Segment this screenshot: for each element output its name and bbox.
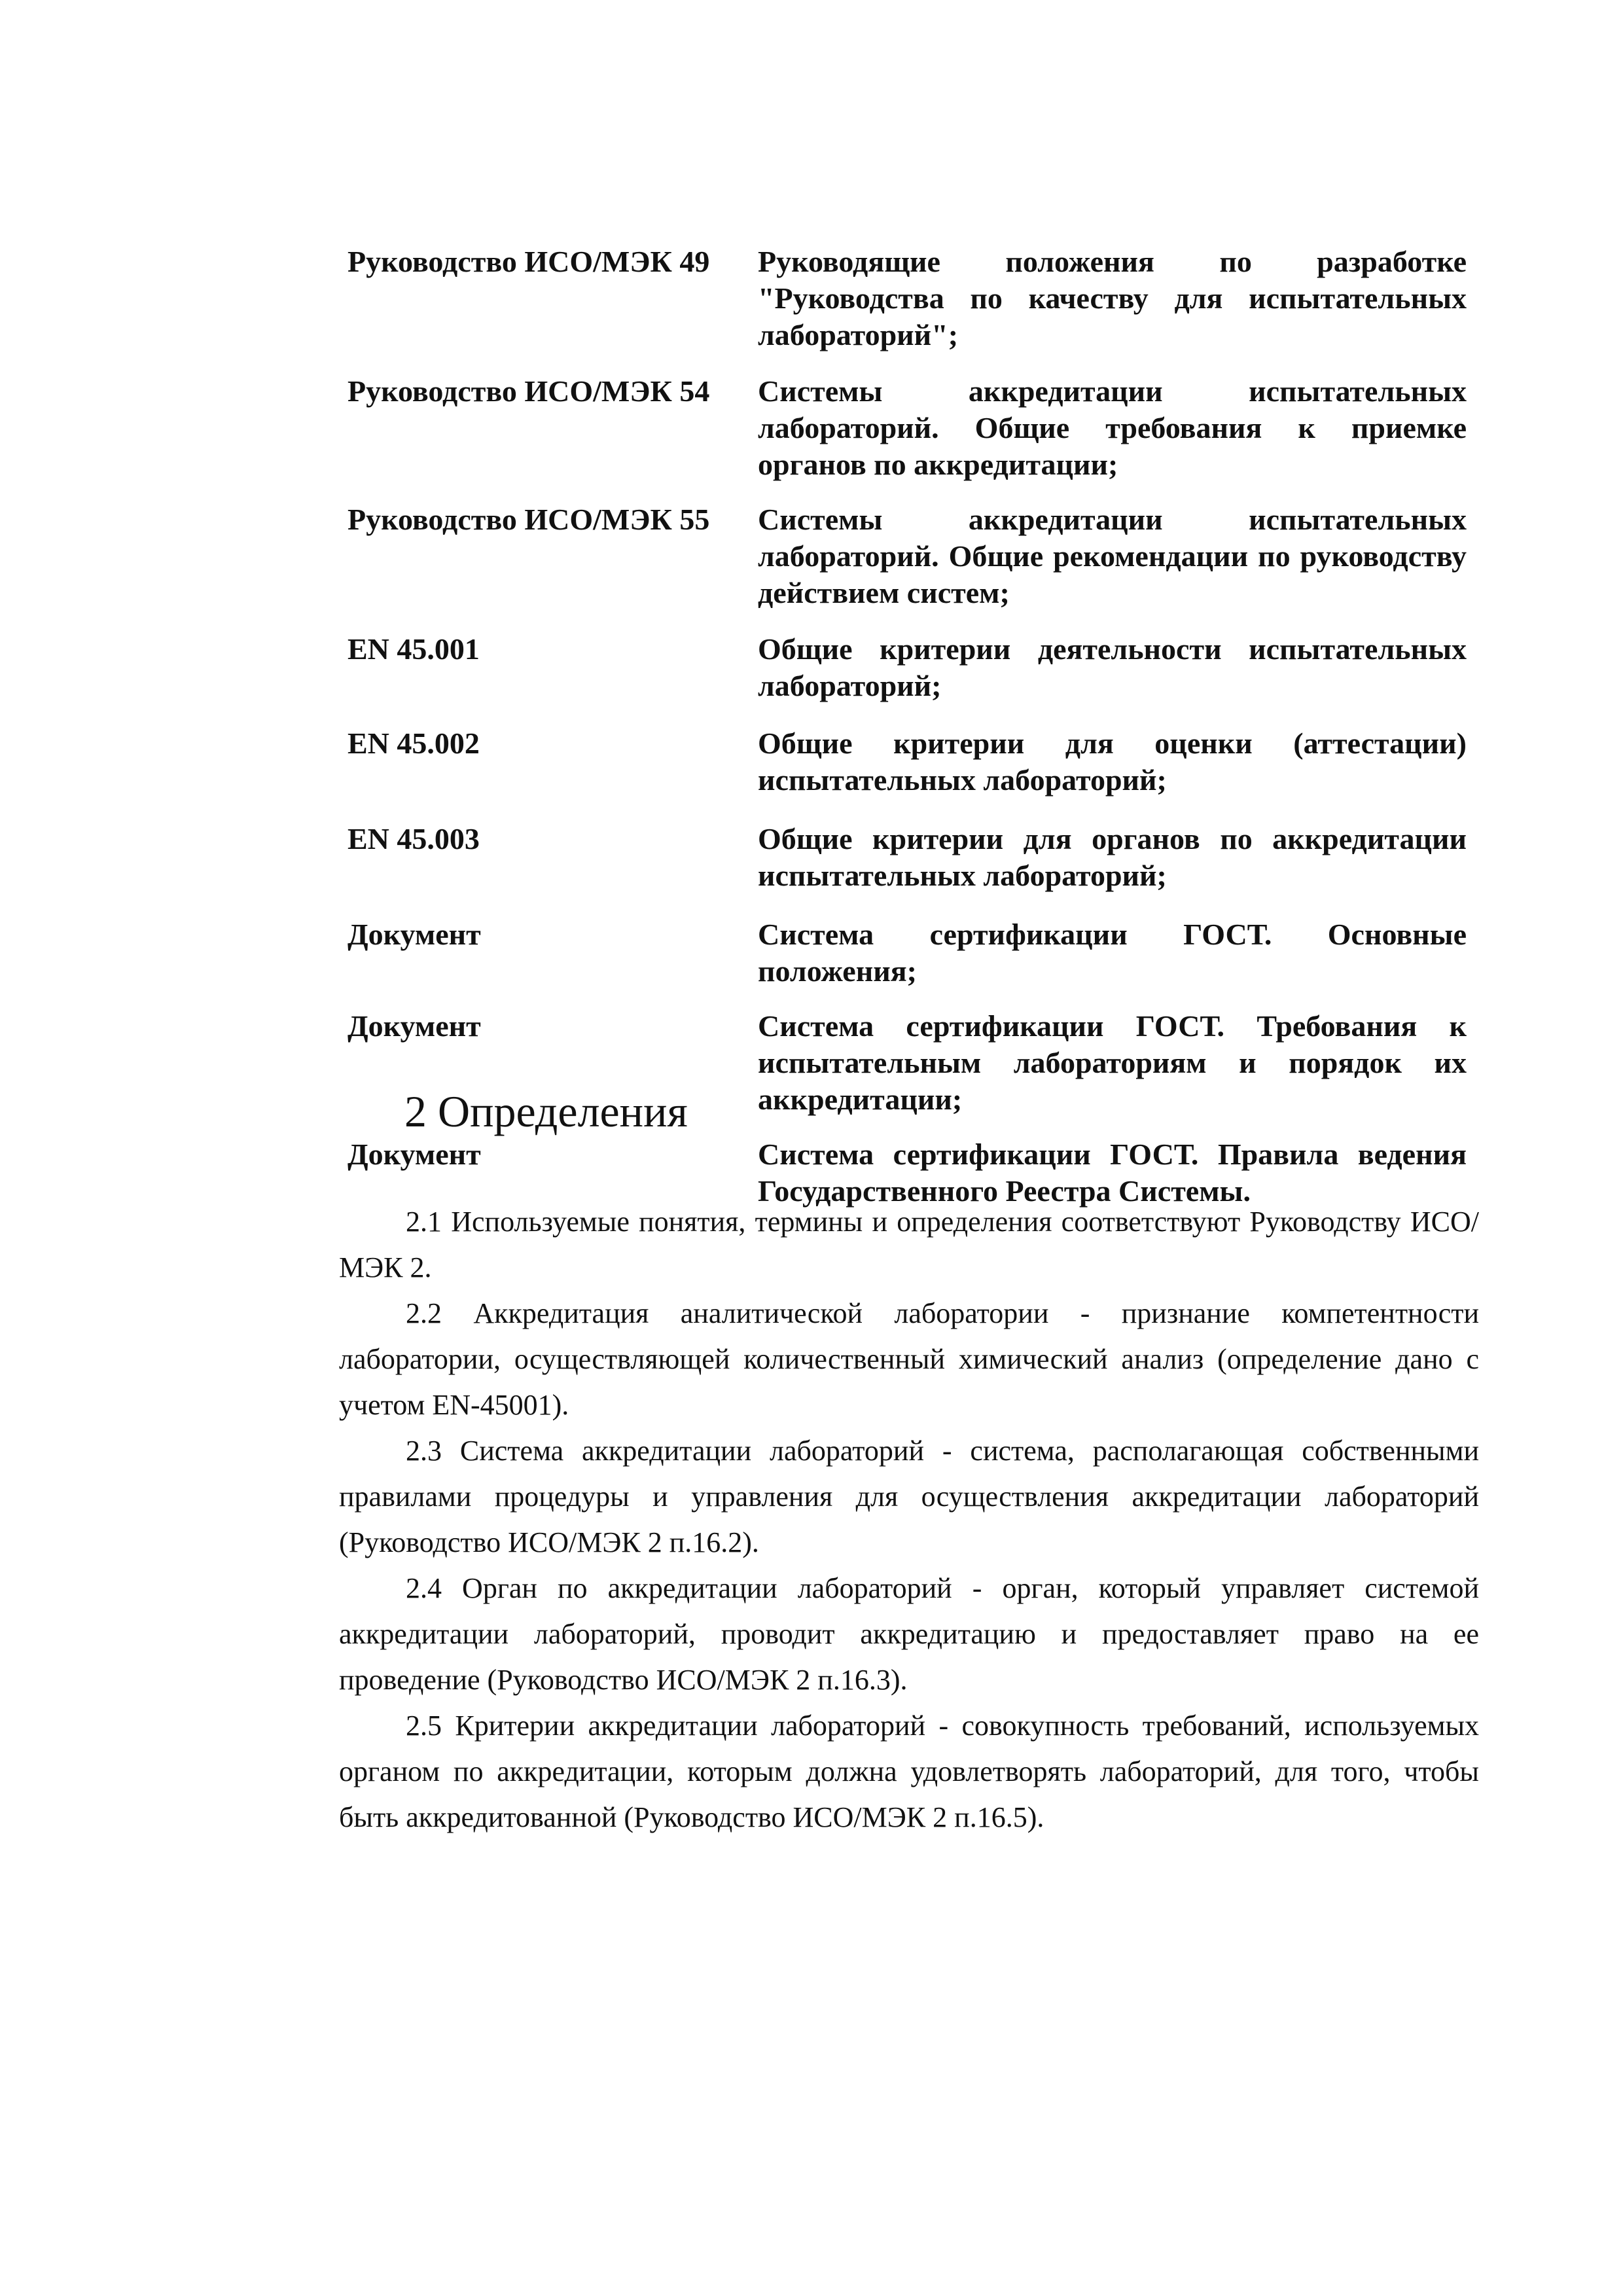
reference-title: Система сертификации ГОСТ. Основные положения;	[758, 918, 1467, 988]
reference-item	[348, 373, 1467, 483]
reference-code: Документ	[348, 918, 481, 951]
reference-code: Документ	[348, 1138, 481, 1171]
reference-title: Система сертификации ГОСТ. Правила ведения Государственного Реестра Системы.	[758, 1138, 1467, 1208]
reference-code: EN 45.002	[348, 726, 480, 760]
reference-code: Руководство ИСО/МЭК 55	[348, 503, 710, 536]
reference-code: Руководство ИСО/МЭК 49	[348, 245, 710, 278]
reference-code: Документ	[348, 1009, 481, 1043]
definition-paragraph: 2.1 Используемые понятия, термины и определения соответствуют Руководству ИСО/МЭК 2.	[339, 1206, 1479, 1283]
definition-paragraph: 2.2 Аккредитация аналитической лаборатории - признание компетентности лаборатории, осуществляющей количественный химический анализ (определение дано с учетом EN-45001).	[339, 1297, 1479, 1421]
reference-code: EN 45.003	[348, 822, 480, 855]
reference-code: Руководство ИСО/МЭК 54	[348, 374, 710, 408]
section-heading: 2 Определения	[404, 1086, 688, 1136]
reference-item	[348, 821, 1467, 894]
reference-item	[348, 725, 1467, 798]
reference-list	[348, 243, 1467, 1210]
reference-code: EN 45.001	[348, 632, 480, 666]
reference-item	[348, 243, 1467, 353]
reference-item	[348, 501, 1467, 611]
definition-paragraph: 2.3 Система аккредитации лабораторий - система, располагающая собственными правилами процедуры и управления для осуществления аккредитации лабораторий (Руководство ИСО/МЭК 2 п.16.2).	[339, 1435, 1479, 1558]
reference-title: Руководящие положения по разработке "Руководства по качеству для испытательных лабораторий";	[758, 245, 1467, 351]
reference-title: Система сертификации ГОСТ. Требования к испытательным лабораториям и порядок их аккредитации;	[758, 1009, 1467, 1116]
reference-title: Общие критерии для оценки (аттестации) испытательных лабораторий;	[758, 726, 1467, 797]
reference-item	[348, 916, 1467, 990]
reference-title: Системы аккредитации испытательных лабораторий. Общие требования к приемке органов по аккредитации;	[758, 374, 1467, 481]
definition-paragraph: 2.5 Критерии аккредитации лабораторий - совокупность требований, используемых органом по аккредитации, которым должна удовлетворять лабораторий, для того, чтобы быть аккредитованной (Руководство ИСО/МЭК 2 п.16.5).	[339, 1710, 1479, 1833]
reference-title: Системы аккредитации испытательных лабораторий. Общие рекомендации по руководству действием систем;	[758, 503, 1467, 609]
definitions-list	[339, 1199, 1479, 1840]
reference-item	[348, 631, 1467, 704]
reference-title: Общие критерии для органов по аккредитации испытательных лабораторий;	[758, 822, 1467, 892]
reference-title: Общие критерии деятельности испытательных лабораторий;	[758, 632, 1467, 702]
definition-paragraph: 2.4 Орган по аккредитации лабораторий - орган, который управляет системой аккредитации лабораторий, проводит аккредитацию и предоставляет право на ее проведение (Руководство ИСО/МЭК 2 п.16.3).	[339, 1572, 1479, 1696]
